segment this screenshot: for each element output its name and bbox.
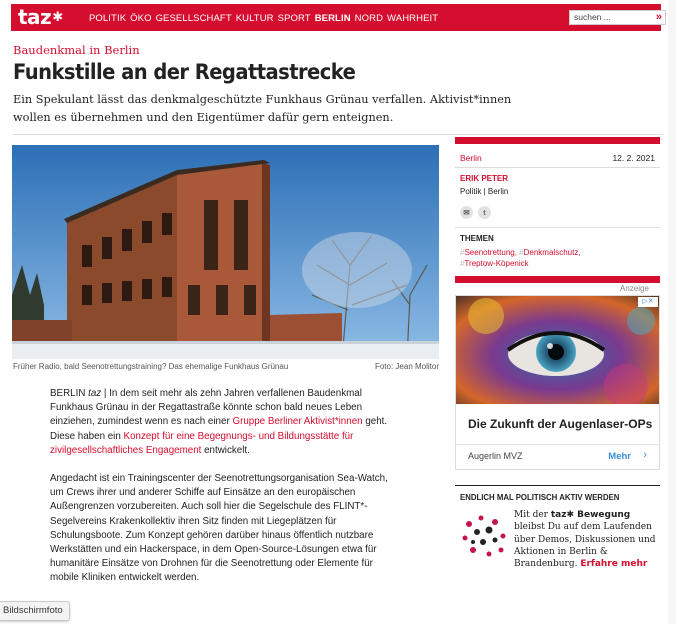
caption-text: Früher Radio, bald Seenotrettungstraining? Das ehemalige Funkhaus Grünau — [13, 362, 289, 371]
taz-tag: taz — [88, 388, 102, 399]
article-meta-box — [455, 137, 660, 283]
adchoices-icon[interactable]: ▷✕ — [638, 297, 658, 307]
nav-item-oeko[interactable]: ÖKO — [130, 13, 152, 24]
photo-caption — [13, 362, 439, 371]
divider — [456, 444, 659, 445]
location-date-row — [455, 144, 660, 168]
article-teaser: Ein Spekulant lässt das denkmalgeschützte Funkhaus Grünau verfallen. Aktivist*innen wollen es übernehmen und den Eigentümer dafür gern enteignen. — [13, 93, 512, 124]
ad-title[interactable]: Die Zukunft der Augenlaser-OPs — [468, 417, 653, 431]
ad-label: Anzeige — [620, 284, 649, 293]
accent-bar — [455, 276, 660, 283]
paragraph-text: geht. Diese haben ein — [50, 416, 388, 442]
nav-item-gesellschaft[interactable]: GESELLSCHAFT — [155, 13, 232, 24]
article-body — [50, 387, 402, 600]
topics-box — [455, 228, 660, 276]
nav-item-sport[interactable]: SPORT — [277, 13, 311, 24]
page-title: Funkstille an der Regattastrecke — [13, 60, 356, 84]
chevron-right-icon[interactable]: › — [643, 449, 647, 461]
twitter-icon[interactable]: t — [478, 206, 491, 219]
search-input[interactable] — [569, 10, 666, 25]
promo-text: Mit der taz✱ Bewegung bleibst Du auf dem Laufenden über Demos, Diskussionen und Aktionen in Berlin & Brandenburg. Erfahre mehr — [514, 510, 656, 570]
tag-denkmalschutz[interactable]: Denkmalschutz — [523, 248, 579, 257]
dateline: BERLIN — [50, 388, 86, 399]
promo-heading: ENDLICH MAL POLITISCH AKTIV WERDEN — [460, 493, 620, 502]
author-box — [455, 168, 660, 228]
accent-bar — [455, 137, 660, 144]
paragraph-text: entwickelt. — [201, 444, 250, 456]
publish-date: 12. 2. 2021 — [612, 153, 655, 163]
nav-item-wahrheit[interactable]: WAHRHEIT — [387, 13, 439, 24]
promo-text-part: Mit der — [514, 510, 551, 520]
promo-brand-bewegung: Bewegung — [574, 510, 631, 520]
advertisement[interactable] — [455, 295, 660, 470]
promo-brand: taz — [550, 510, 567, 520]
author-name[interactable]: ERIK PETER — [460, 174, 509, 183]
link-gruppe-aktivistinnen[interactable]: Gruppe Berliner Aktivist*innen — [232, 416, 363, 428]
topics-label: THEMEN — [460, 234, 494, 243]
nav-item-kultur[interactable]: KULTUR — [235, 13, 274, 24]
paragraph-2: Angedacht ist ein Trainingscenter der Seenotrettungsorganisation Sea-Watch, um Crews ihrer und anderer Schiffe auf Einsätze an den europäischen Außengrenzen vorzubereiten. Auch soll hier die Segelschule des FLINT*-Segelvereins Krakenkollektiv ihren Sitz finden mit Liegeplätzen für Schulungsboote. Zum Konzept gehören darüber hinaus öffentlich nutzbare Werkstätten und ein Hackerspace, in dem Open-Source-Lösungen etwa für humanitäre Einsätze von Drohnen für die Seenotrettung oder Elemente für mobile Kliniken entwickelt werden. — [50, 473, 388, 584]
search-submit-icon[interactable]: » — [655, 11, 660, 23]
ad-more-link[interactable]: Mehr — [608, 451, 631, 462]
ad-source: Augerlin MVZ — [468, 451, 523, 461]
tag-treptow-koepenick[interactable]: Treptow-Köpenick — [464, 259, 529, 268]
eye-illustration — [456, 296, 659, 404]
paragraph-1 — [50, 387, 402, 458]
paw-icon: ✱ — [52, 10, 63, 25]
bewegung-logo-icon — [459, 510, 509, 560]
author-role: Politik | Berlin — [460, 187, 509, 196]
ad-image[interactable] — [456, 296, 659, 404]
screenshot-tooltip: Bildschirmfoto — [0, 601, 70, 621]
search-placeholder: suchen ... — [574, 12, 611, 22]
location-link[interactable]: Berlin — [460, 153, 482, 163]
nav-item-politik[interactable]: POLITIK — [89, 13, 127, 24]
main-nav — [89, 13, 442, 24]
divider — [13, 134, 663, 135]
nav-item-berlin[interactable]: BERLIN — [314, 13, 351, 24]
paragraph-text: | In dem seit mehr als zehn Jahren verfallenen Baudenkmal Funkhaus Grünau in der Regattastraße könnte schon bald neues Leben einziehen, zumindest wenn es nach einer — [50, 388, 363, 428]
funkhaus-illustration — [12, 145, 439, 359]
article-kicker: Baudenkmal in Berlin — [13, 43, 140, 57]
topic-tags: #Seenotrettung, #Denkmalschutz, #Treptow-Köpenick — [460, 248, 581, 268]
link-konzept[interactable]: Konzept für eine Begegnungs- und Bildungsstätte für zivilgesellschaftliches Engagement — [50, 430, 354, 456]
article-photo — [12, 145, 439, 359]
scrollbar[interactable] — [668, 0, 676, 624]
nav-item-nord[interactable]: NORD — [354, 13, 384, 24]
promo-cta-link[interactable]: Erfahre mehr — [580, 559, 648, 570]
promo-text-part: bleibst Du auf dem Laufenden über Demos, Diskussionen und Aktionen in Berlin & Brandenburg. — [514, 522, 656, 570]
top-navigation-bar — [11, 4, 661, 31]
email-icon[interactable]: ✉ — [460, 206, 473, 219]
photo-credit: Foto: Jean Molitor — [374, 362, 439, 371]
taz-logo[interactable]: taz✱ — [18, 5, 63, 29]
divider — [455, 485, 660, 486]
tag-seenotrettung[interactable]: Seenotrettung — [464, 248, 515, 257]
